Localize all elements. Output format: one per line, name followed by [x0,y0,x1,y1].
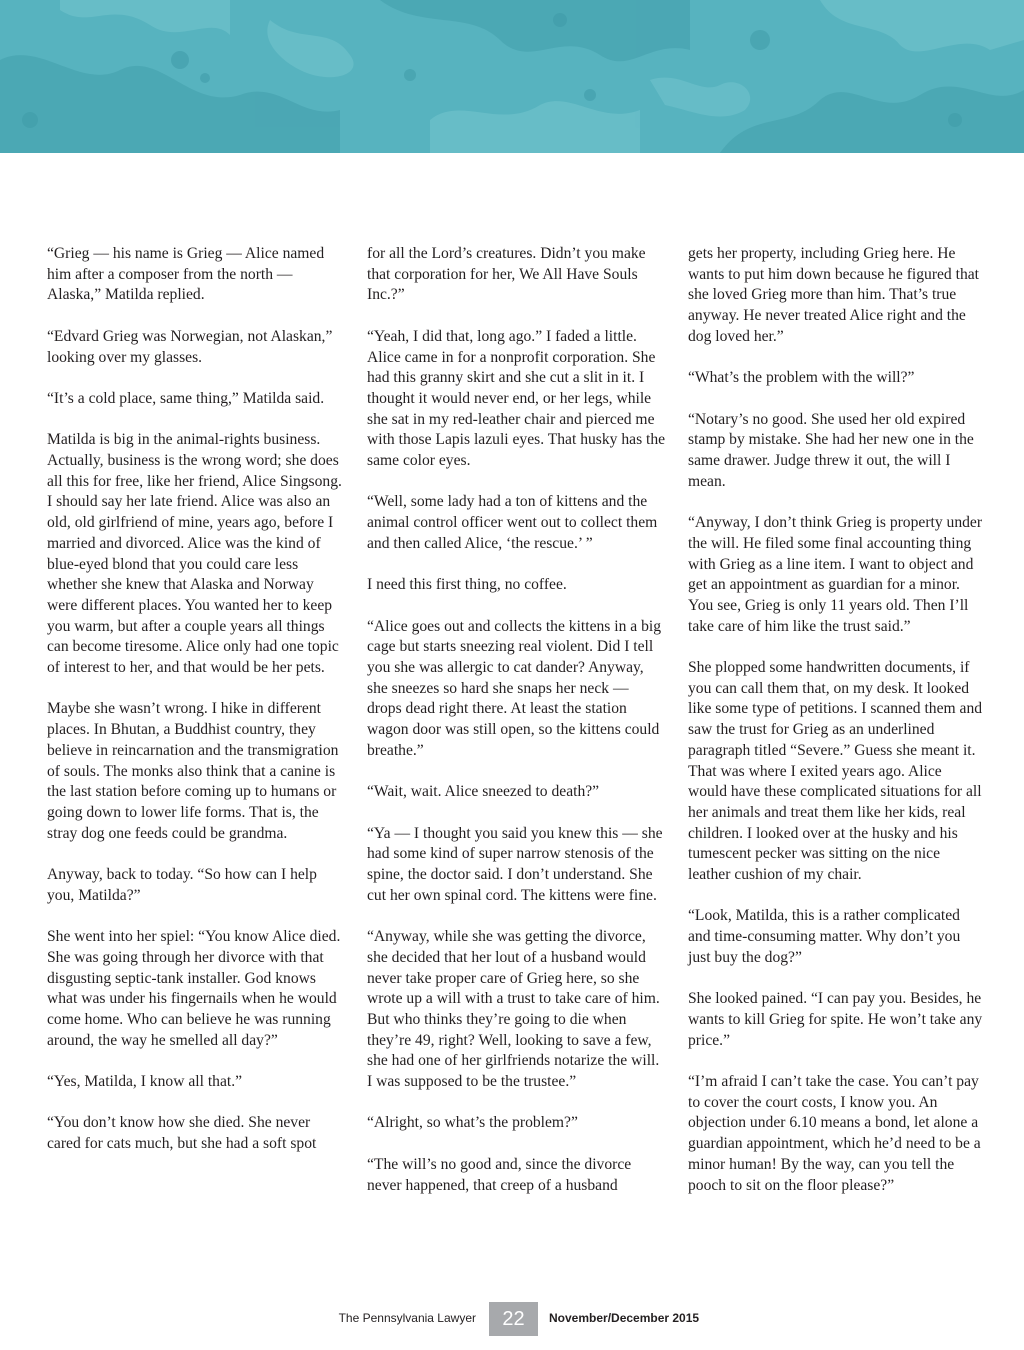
paragraph: “Grieg — his name is Grieg — Alice named him after a composer from the north — Alaska,” Matilda replied. [47,245,325,304]
paragraph: “Alice goes out and collects the kittens in a big cage but starts sneezing real violent. Did I tell you she was allergic to cat dander? Anyway, she sneezes so hard she snaps her neck — drops dead right there. At least the station wagon door was still open, so the kittens could breathe.” [367,617,662,759]
paragraph: “Ya — I thought you said you knew this — she had some kind of super narrow stenosis of the spine, the doctor said. I don’t understand. She cut her own spinal cord. The kittens were fine. [367,824,663,904]
page-number: 22 [489,1302,538,1336]
paragraph: “Edvard Grieg was Norwegian, not Alaskan,” looking over my glasses. [47,327,333,366]
paragraph: I need this first thing, no coffee. [367,576,567,594]
paragraph: gets her property, including Grieg here. He wants to put him down because he figured that she loved Grieg more than him. That’s true anyway. He never treated Alice right and the dog loved her.” [688,245,980,345]
paragraph: “Yes, Matilda, I know all that.” [47,1073,243,1091]
text-column-2 [367,244,667,1217]
paragraph: “I’m afraid I can’t take the case. You can’t pay to cover the court costs, I know you. An objection under 6.10 means a bond, let alone a guardian appointment, which he’d need to be a minor human! By the way, can you tell the pooch to sit on the floor please?” [688,1073,981,1194]
issue-date: November/December 2015 [549,1311,700,1325]
paragraph: “It’s a cold place, same thing,” Matilda said. [47,389,325,407]
paragraph: Maybe she wasn’t wrong. I hike in different places. In Bhutan, a Buddhist country, they believe in reincarnation and the transmigration of souls. The monks also think that a canine is the last station before coming up to humans or going down to lower life forms. That is, the stray dog one feeds could be grandma. [47,700,339,842]
paragraph: “Well, some lady had a ton of kittens and the animal control officer went out to collect them and then called Alice, ‘the rescue.’ ” [367,493,658,552]
paragraph: Anyway, back to today. “So how can I help you, Matilda?” [47,866,317,904]
paragraph: “The will’s no good and, since the divorce never happened, that creep of a husband [367,1155,632,1194]
paragraph: She looked pained. “I can pay you. Besides, he wants to kill Grieg for spite. He won’t take any price.” [688,990,983,1049]
text-column-1 [47,244,347,1176]
paragraph: “What’s the problem with the will?” [688,369,915,387]
page-footer [0,1302,1024,1336]
paragraph: “Wait, wait. Alice sneezed to death?” [367,783,600,801]
paragraph: “Anyway, while she was getting the divorce, she decided that her lout of a husband would never take proper care of Grieg here, so she wrote up a will with a trust to take care of him. But who thinks they’re going to die when they’re 49, right? Well, looking to save a few, she had one of her girlfriends notarize the will. I was supposed to be the trustee.” [367,928,660,1091]
paragraph: “Alright, so what’s the problem?” [367,1114,578,1132]
text-column-3 [688,244,984,1217]
paragraph: “Yeah, I did that, long ago.” I faded a little. Alice came in for a nonprofit corporation. She had this granny skirt and she cut a slit in it. I thought it would never end, or her legs, while she sat in my red-leather chair and pierced me with those Lapis lazuli eyes. That husky has the same color eyes. [367,327,666,470]
publication-name: The Pennsylvania Lawyer [338,1311,476,1325]
paragraph: “You don’t know how she died. She never cared for cats much, but she had a soft spot [47,1114,317,1153]
paragraph: “Look, Matilda, this is a rather complicated and time-consuming matter. Why don’t you just buy the dog?” [688,907,961,966]
paragraph: Matilda is big in the animal-rights business. Actually, business is the wrong word; she does all this for free, like her friend, Alice Singsong. I should say her late friend. Alice was also an old, old girlfriend of mine, years ago, before I married and divorced. Alice was the kind of blue-eyed blond that you could care less whether she knew that Alaska and Norway were different places. You wanted her to keep you warm, but after a couple years all things can become tiresome. Alice only had one topic of interest to her, and that would be her pets. [47,431,342,677]
paragraph: for all the Lord’s creatures. Didn’t you make that corporation for her, We All Have Souls Inc.?” [367,245,646,304]
header-banner [0,0,1024,153]
paragraph: “Notary’s no good. She used her old expired stamp by mistake. She had her new one in the same drawer. Judge threw it out, the will I mean. [688,410,974,490]
paragraph: She plopped some handwritten documents, if you can call them that, on my desk. It looked like some type of petitions. I scanned them and saw the trust for Grieg as an underlined paragraph titled “Severe.” Guess she meant it. That was where I exited years ago. Alice would have these complicated situations for all her animals and treat them like her kids, real children. I looked over at the husky and his tumescent pecker was sitting on the nice leather cushion of my chair. [688,659,983,884]
paragraph: “Anyway, I don’t think Grieg is property under the will. He filed some final accounting thing with Grieg as a line item. I want to object and get an appointment as guardian for a minor. You see, Grieg is only 11 years old. Then I’ll take care of him like the trust said.” [688,514,983,635]
paragraph: She went into her spiel: “You know Alice died. She was going through her divorce with that disgusting septic-tank installer. God knows what was under his fingernails when he would come home. Who can believe he was running around, the way he smelled all day?” [47,928,341,1049]
banner-texture [0,0,1024,153]
